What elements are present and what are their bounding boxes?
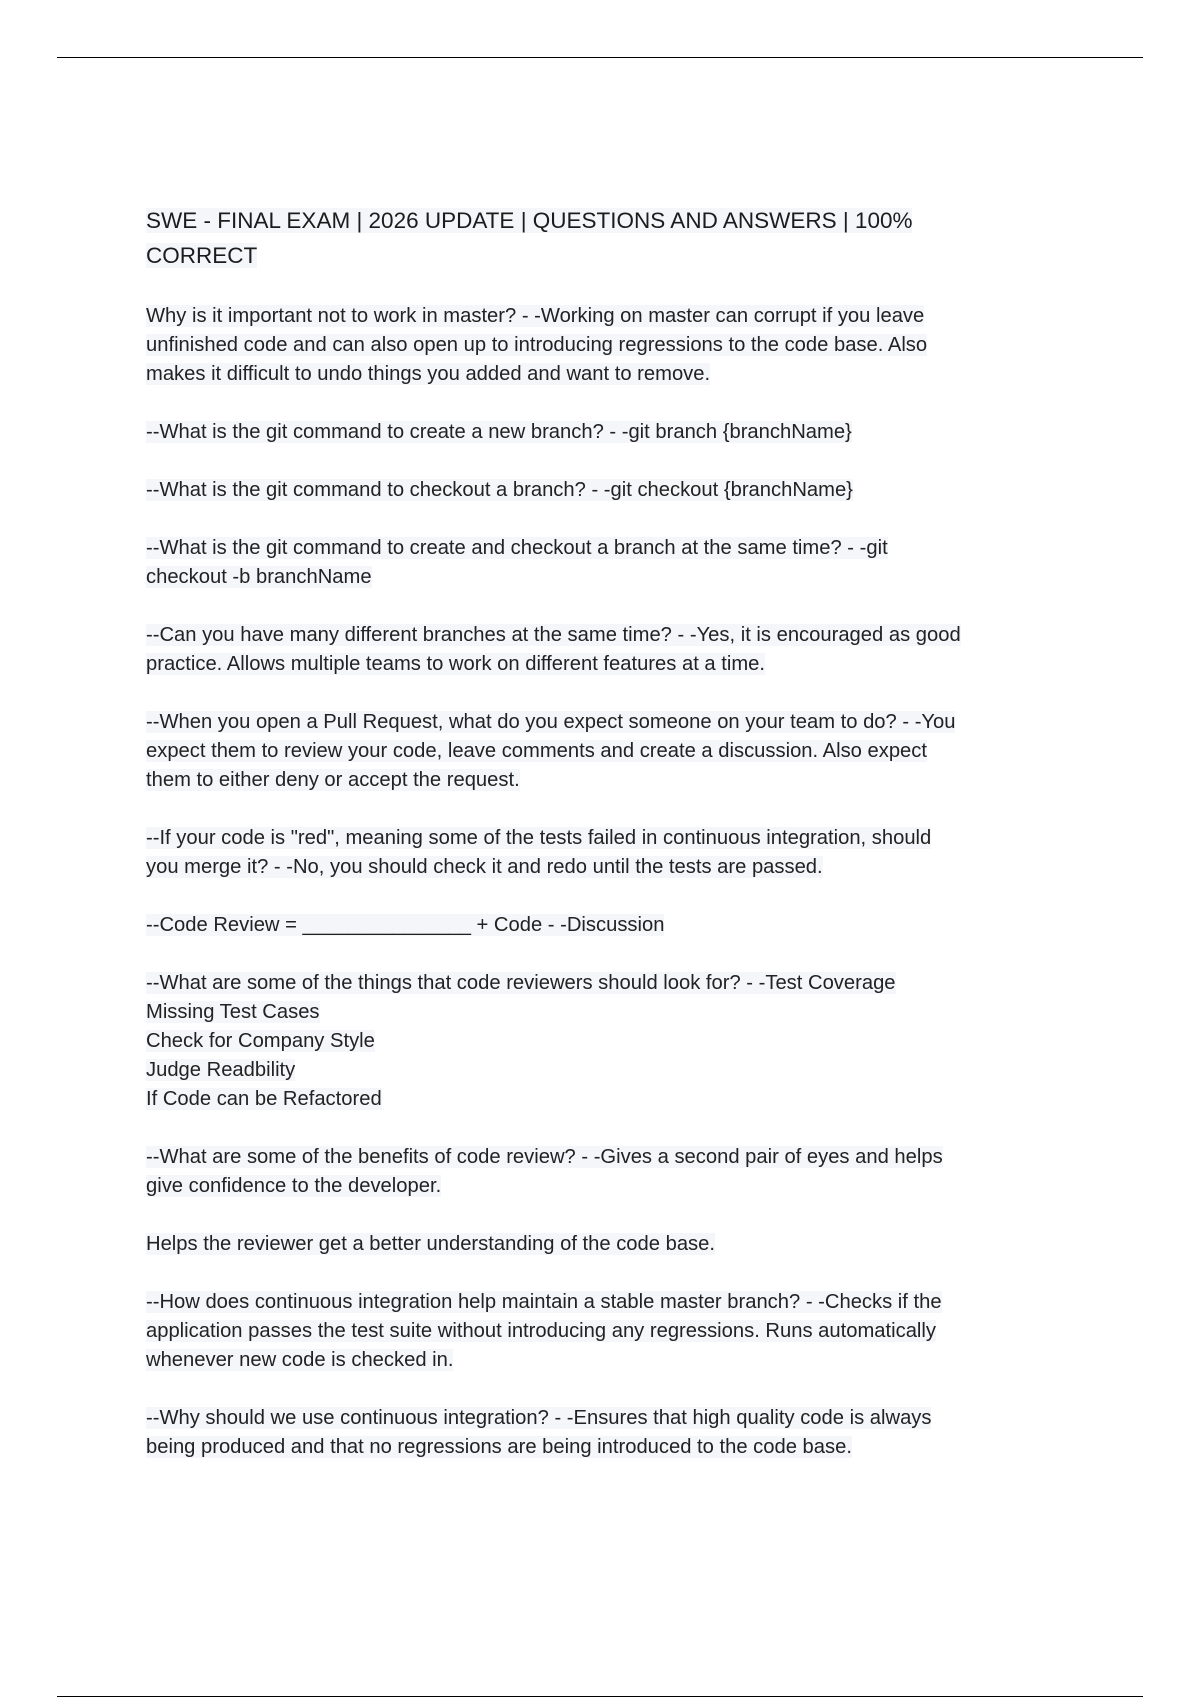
qa-list [146, 302, 1046, 1462]
qa-line [146, 1085, 1046, 1114]
qa-line-text: them to either deny or accept the request. [146, 769, 520, 791]
qa-line-text: --What is the git command to create and checkout a branch at the same time? - -git [146, 537, 888, 559]
qa-line [146, 1404, 1046, 1433]
qa-block [146, 824, 1046, 882]
qa-line [146, 1346, 1046, 1375]
qa-block [146, 1288, 1046, 1375]
qa-line-text: application passes the test suite without introducing any regressions. Runs automatically [146, 1320, 936, 1342]
title-line-text: CORRECT [146, 243, 258, 268]
qa-line-text: give confidence to the developer. [146, 1175, 442, 1197]
qa-line [146, 360, 1046, 389]
qa-line [146, 1288, 1046, 1317]
top-rule [57, 57, 1143, 58]
qa-line-text: --Can you have many different branches at the same time? - -Yes, it is encouraged as good [146, 624, 961, 646]
qa-block [146, 1143, 1046, 1201]
qa-line-text: --What is the git command to checkout a branch? - -git checkout {branchName} [146, 479, 853, 501]
qa-line [146, 1230, 1046, 1259]
qa-line [146, 824, 1046, 853]
qa-line [146, 911, 1046, 940]
qa-line-text: --Code Review = _______________ + Code - -Discussion [146, 914, 665, 936]
qa-line [146, 476, 1046, 505]
qa-line [146, 853, 1046, 882]
qa-line-text: --What is the git command to create a new branch? - -git branch {branchName} [146, 421, 852, 443]
qa-line-text: expect them to review your code, leave comments and create a discussion. Also expect [146, 740, 927, 762]
qa-line-text: makes it difficult to undo things you added and want to remove. [146, 363, 711, 385]
qa-line [146, 331, 1046, 360]
qa-line [146, 418, 1046, 447]
qa-line-text: --Why should we use continuous integration? - -Ensures that high quality code is always [146, 1407, 932, 1429]
qa-line [146, 302, 1046, 331]
qa-line [146, 1056, 1046, 1085]
qa-line-text: being produced and that no regressions are being introduced to the code base. [146, 1436, 852, 1458]
qa-line [146, 534, 1046, 563]
qa-line [146, 708, 1046, 737]
qa-line [146, 1143, 1046, 1172]
qa-line-text: Check for Company Style [146, 1030, 375, 1052]
qa-line-text: whenever new code is checked in. [146, 1349, 454, 1371]
qa-line [146, 766, 1046, 795]
qa-line [146, 621, 1046, 650]
qa-line-text: Missing Test Cases [146, 1001, 320, 1023]
qa-block [146, 621, 1046, 679]
qa-line-text: Judge Readbility [146, 1059, 296, 1081]
qa-block [146, 476, 1046, 505]
qa-line [146, 1317, 1046, 1346]
qa-line [146, 1433, 1046, 1462]
qa-block [146, 418, 1046, 447]
title-line-text: SWE - FINAL EXAM | 2026 UPDATE | QUESTIONS AND ANSWERS | 100% [146, 208, 913, 233]
qa-line [146, 650, 1046, 679]
qa-line-text: checkout -b branchName [146, 566, 372, 588]
document-body [146, 203, 1046, 1491]
title-line [146, 203, 1046, 238]
qa-line-text: If Code can be Refactored [146, 1088, 382, 1110]
qa-block [146, 1230, 1046, 1259]
qa-line [146, 969, 1046, 998]
qa-line-text: --When you open a Pull Request, what do you expect someone on your team to do? - -You [146, 711, 956, 733]
qa-line-text: Why is it important not to work in master? - -Working on master can corrupt if you leave [146, 305, 925, 327]
qa-line [146, 1172, 1046, 1201]
qa-block [146, 911, 1046, 940]
qa-line-text: you merge it? - -No, you should check it and redo until the tests are passed. [146, 856, 823, 878]
qa-line-text: --If your code is "red", meaning some of the tests failed in continuous integration, should [146, 827, 932, 849]
bottom-rule [57, 1696, 1143, 1697]
qa-line-text: --How does continuous integration help maintain a stable master branch? - -Checks if the [146, 1291, 942, 1313]
qa-block [146, 969, 1046, 1114]
qa-line-text: --What are some of the benefits of code review? - -Gives a second pair of eyes and helps [146, 1146, 943, 1168]
qa-line-text: --What are some of the things that code reviewers should look for? - -Test Coverage [146, 972, 896, 994]
document-title [146, 203, 1046, 273]
qa-line-text: practice. Allows multiple teams to work on different features at a time. [146, 653, 765, 675]
qa-line [146, 998, 1046, 1027]
qa-line [146, 737, 1046, 766]
qa-block [146, 1404, 1046, 1462]
qa-line-text: Helps the reviewer get a better understanding of the code base. [146, 1233, 715, 1255]
qa-block [146, 534, 1046, 592]
qa-line-text: unfinished code and can also open up to introducing regressions to the code base. Also [146, 334, 928, 356]
title-line [146, 238, 1046, 273]
qa-line [146, 1027, 1046, 1056]
qa-line [146, 563, 1046, 592]
qa-block [146, 302, 1046, 389]
qa-block [146, 708, 1046, 795]
